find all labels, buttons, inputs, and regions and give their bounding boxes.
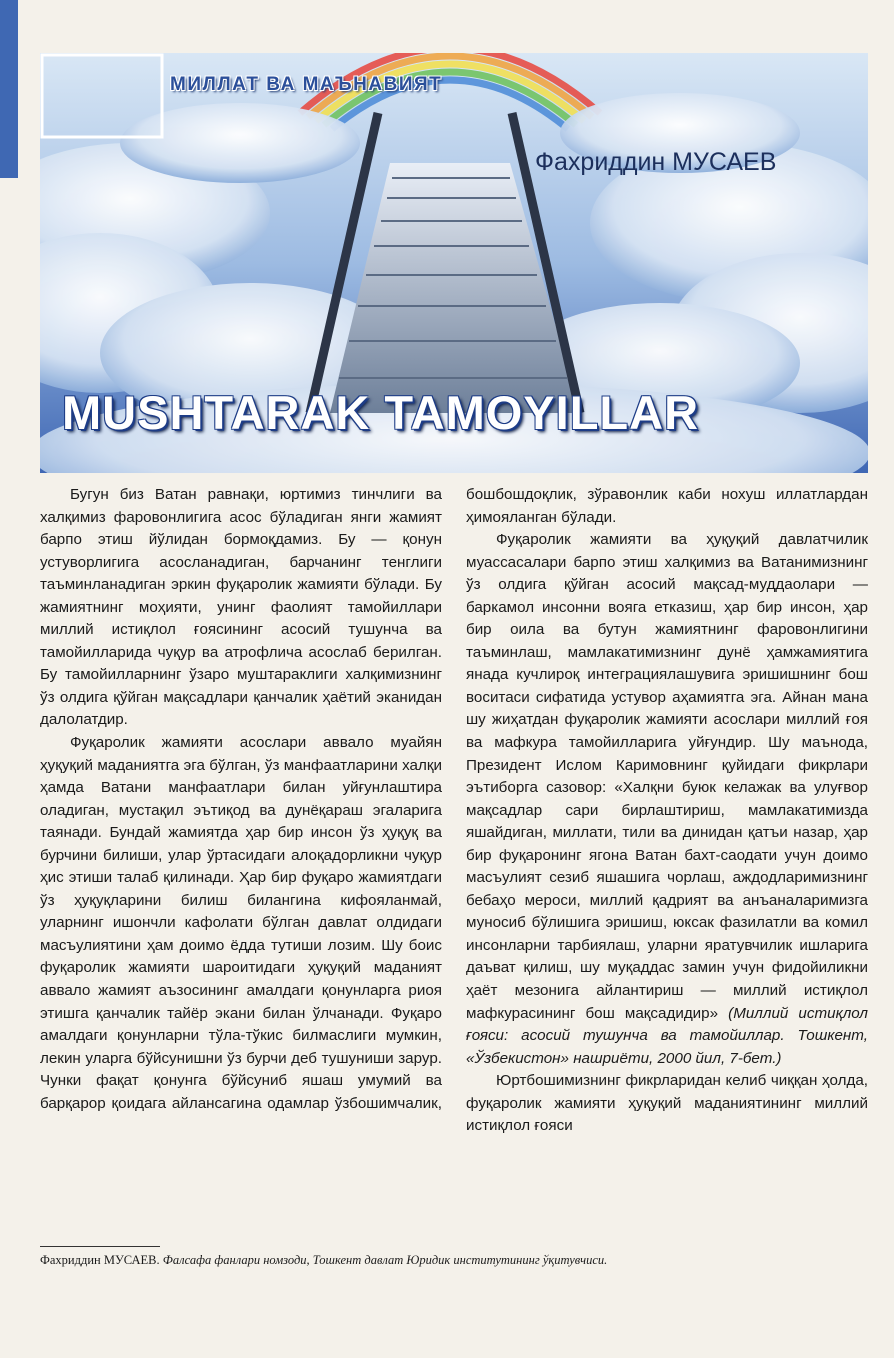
left-color-strip [0,0,18,178]
paragraph-4: Юртбошимизнинг фикрларидан келиб чиққан ҳолда, фуқаролик жамияти ҳуқуқий маданиятининг миллий истиқлол ғояси [466,1072,868,1135]
paragraph-3 [466,529,868,1070]
paragraph-3-text: Фуқаролик жамияти ва ҳуқуқий давлатчилик муассасалари барпо этиш халқимиз ва Ватанимизнинг ўз олдига қўйган асосий мақсад-муддаолари — баркамол инсонни вояга етказиш, ҳар бир инсон, ҳар бир оила ва бутун жамиятнинг фаровонлигини таъминлаш, мамлакатимизнинг дунё ҳамжамиятига янада кучлироқ интеграциялашувига эришишнинг бош воситаси сифатида устувор аҳамиятга эга. Айнан мана шу жиҳатдан фуқаролик жамияти асослари миллий ғоя ва мафкура тамойилларига уйғундир. Шу маънода, Президент Ислом Каримовнинг қуйидаги фикрлари эътиборга сазовор: «Халқни буюк келажак ва улуғвор мақсадлар сари бирлаштириш, мамлакатимизда яшайдиган, миллати, тили ва динидан қатъи назар, ҳар бир фуқаронинг ягона Ватан бахт-саодати учун доимо масъулият сезиб яшашига чорлаш, аждодларимизнинг бебаҳо мероси, миллий қадрият ва анъаналаримизга муносиб бўлишига эришиш, юксак фазилатли ва комил инсонларни тарбиялаш, уларни яратувчилик ишларига даъват қилиш, шу муқаддас замин учун фидойиликни ҳаёт мезонига айлантириш — миллий истиқлол мафкурасининг бош мақсадидир» [466,531,868,1022]
article-title: MUSHTARAK TAMOYILLAR [62,386,700,439]
footnote-divider [40,1246,160,1247]
footnote-author-name: Фахриддин МУСАЕВ. [40,1253,160,1267]
footnote-author-role: Фалсафа фанлари номзоди, Тошкент давлат Юридик институтининг ўқитувчиси. [162,1253,608,1267]
paragraph-1: Бугун биз Ватан равнақи, юртимиз тинчлиги ва халқимиз фаровонлигига асос бўладиган янги жамият барпо этиш йўлидан бормоқдамиз. Бу — қонун устуворлигига асосланадиган, барчанинг тенглиги таъминланадиган эркин фуқаролик жамияти бўлади. Бу жамиятнинг моҳияти, унинг фаолият тамойиллари миллий истиқлол ғоясининг асосий тушунча ва тамойилларида чуқур ва атрофлича асослаб берилган. Бу тамойилларнинг ўзаро муштараклиги халқимизнинг ўз олдига қўйган мақсадлари қанчалик ҳаётий эканидан далолатдир. [40,486,442,729]
article-body [40,484,868,1242]
section-label: МИЛЛАТ ВА МАЪНАВИЯТ [170,74,443,95]
quote-source: (Миллий истиқлол ғояси: асосий тушунча ва тамойиллар. Тошкент, «Ўзбекистон» нашриёти, 2000 йил, 7-бет.) [466,1004,868,1067]
author-footnote [40,1253,868,1268]
author-byline: Фахриддин МУСАЕВ [535,148,777,176]
paragraph-2: Фуқаролик жамияти асослари аввало муайян ҳуқуқий маданиятга эга бўлган, ўз манфаатларини халқи ҳамда Ватани манфаатлари билан уйғунлаштира оладиган, мустақил эътиқод ва дунёқараш эгаларига таянади. Бундай жамиятда ҳар бир инсон ўз ҳуқуқ ва бурчини билиши, улар ўртасидаги алоқадорликни чуқур ҳис этиши талаб қилинади. Ҳар бир фуқаро жамиятдаги ўз ҳуқуқларини билиш билангина кифояланмай, уларнинг ишончли кафолати бўлган давлат олдидаги масъулиятини ҳам доимо ёдда тутиши лозим. Шу боис фуқаролик жамияти шароитидаги ҳуқуқий маданият аввало жамият аъзосининг амалдаги қонунларга риоя этишга қанчалик тайёр экани билан ўлчанади. Фуқаро амалдаги қонунларни тўла-тўкис билмаслиги мумкин, лекин уларга бўйсунишни ўз бурчи деб тушуниши зарур. Чунки фақат қонунга бўйсуниб яшаш умумий ва барқарор қоидага айлансагина одамлар ўзбошимчалик, бошбошдоқлик, зўравонлик каби нохуш иллатлардан ҳимояланган бўлади. [40,486,868,1112]
